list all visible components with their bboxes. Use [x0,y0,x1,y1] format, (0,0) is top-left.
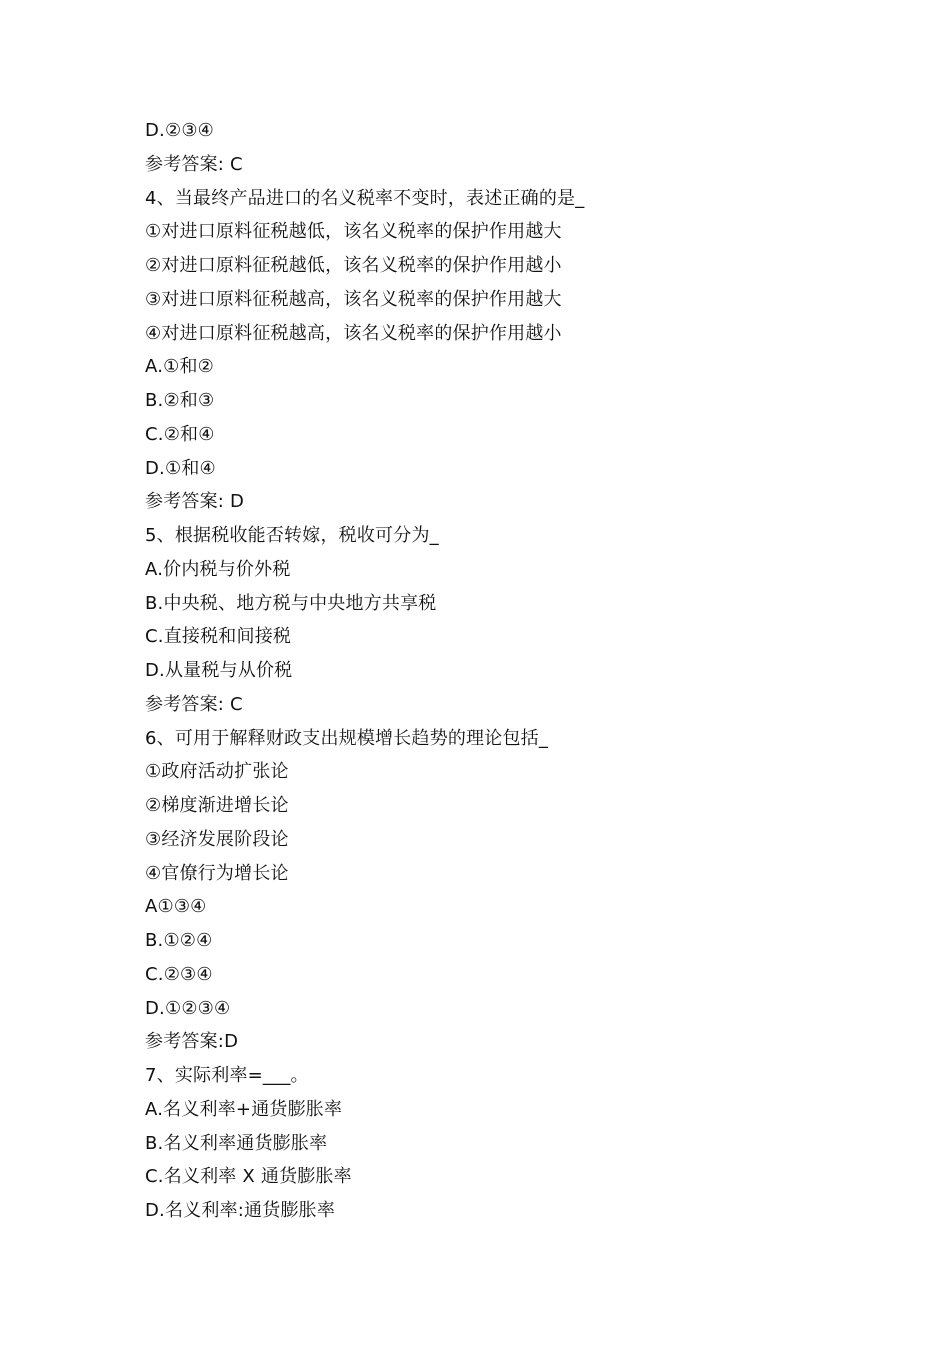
question-line: 7、实际利率=___。 [145,1065,309,1086]
option-line: A①③④ [145,896,207,918]
option-line: D.①和④ [145,457,216,479]
option-line: C.名义利率 X 通货膨胀率 [145,1166,352,1188]
answer-line: 参考答案: C [145,693,243,715]
option-line: C.②和④ [145,423,215,445]
answer-line: 参考答案: D [145,491,245,513]
option-line: A.价内税与价外税 [145,558,291,580]
statement-line: ②对进口原料征税越低，该名义税率的保护作用越小 [145,255,562,276]
statement-line: ②梯度渐进增长论 [145,795,289,816]
statement-line: ①政府活动扩张论 [145,761,289,783]
document-body [145,114,845,1228]
answer-line: 参考答案: C [145,153,243,175]
statement-line: ④官僚行为增长论 [145,862,289,884]
question-line: 5、根据税收能否转嫁，税收可分为_ [145,525,439,546]
statement-line: ④对进口原料征税越高，该名义税率的保护作用越小 [145,322,562,344]
option-line: D.从量税与从价税 [145,660,293,681]
option-line: A.名义利率+通货膨胀率 [145,1098,343,1120]
answer-line: 参考答案:D [145,1031,239,1053]
option-line: B.中央税、地方税与中央地方共享税 [145,592,437,614]
option-line: C.②③④ [145,963,213,985]
option-line: D.①②③④ [145,997,231,1019]
question-line: 4、当最终产品进口的名义税率不变时，表述正确的是_ [145,187,585,209]
option-line: B.②和③ [145,390,215,411]
option-line: D.名义利率:通货膨胀率 [145,1200,336,1221]
question-line: 6、可用于解释财政支出规模增长趋势的理论包括_ [145,727,549,749]
option-line: D.②③④ [145,120,214,141]
option-line: B.名义利率通货膨胀率 [145,1132,328,1154]
statement-line: ③对进口原料征税越高，该名义税率的保护作用越大 [145,288,562,310]
option-line: B.①②④ [145,930,213,951]
option-line: C.直接税和间接税 [145,626,292,648]
statement-line: ③经济发展阶段论 [145,828,289,850]
option-line: A.①和② [145,356,214,378]
statement-line: ①对进口原料征税越低，该名义税率的保护作用越大 [145,221,562,243]
